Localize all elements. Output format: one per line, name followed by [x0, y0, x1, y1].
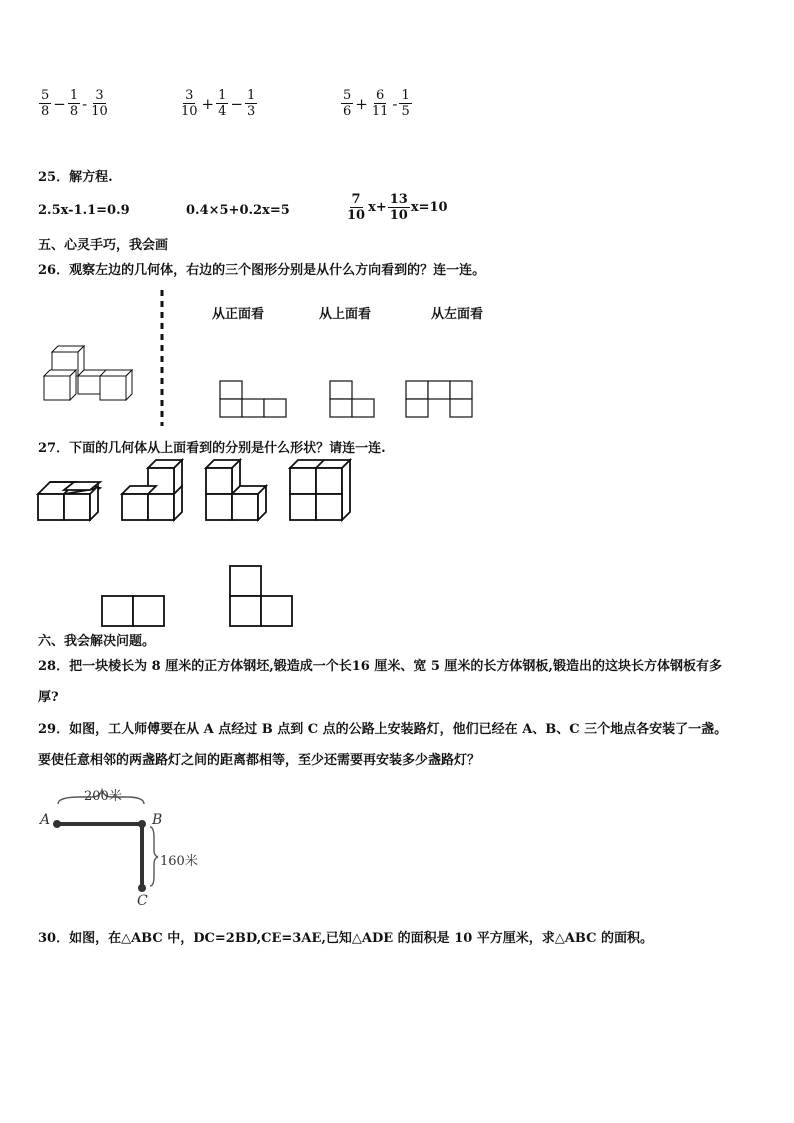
q25-title: 25．解方程.	[38, 170, 113, 185]
solid-3	[206, 460, 266, 520]
solid-2	[122, 460, 182, 520]
point-c-dot	[138, 884, 146, 892]
distance-label-ab: 200米	[84, 789, 122, 804]
q29-line-1: 29．如图，工人师傅要在从 A 点经过 B 点到 C 点的公路上安装路灯，他们已经在 A、B、C 三个地点各安装了一盏。	[38, 722, 728, 737]
view-label-left: 从左面看	[431, 307, 484, 322]
q28-line-2: 厚?	[38, 690, 59, 705]
view-shape-3	[406, 381, 472, 417]
section-five-heading: 五、心灵手巧，我会画	[38, 238, 169, 253]
expression-2: $\frac{3}{10}$ + $\frac{1}{4}$ − $\frac{1}{3}$	[181, 88, 256, 119]
equation-2: 0.4×5+0.2x=5	[186, 203, 290, 218]
view-label-front: 从正面看	[212, 307, 265, 322]
solid-4	[290, 460, 350, 520]
distance-label-bc: 160米	[160, 854, 198, 869]
view-shape-2	[330, 381, 374, 417]
point-a-label: A	[40, 812, 51, 828]
section-six-heading: 六、我会解决问题。	[38, 634, 156, 649]
point-c-label: C	[137, 893, 148, 909]
view-shape-1	[220, 381, 286, 417]
view-label-top: 从上面看	[319, 307, 372, 322]
point-a-dot	[53, 820, 61, 828]
expression-1: $\frac{5}{8}$ − $\frac{1}{8}$ - $\frac{3}{10}$	[41, 88, 108, 119]
side-brace	[150, 827, 158, 886]
solid-1	[38, 482, 100, 520]
expression-3: $\frac{5}{6}$ + $\frac{6}{11}$ - $\frac{1}{5}$	[343, 88, 410, 119]
point-b-dot	[138, 820, 146, 828]
q27-title: 27．下面的几何体从上面看到的分别是什么形状？请连一连.	[38, 441, 386, 456]
q26-title: 26．观察左边的几何体，右边的三个图形分别是从什么方向看到的？连一连。	[38, 263, 486, 278]
equation-1: 2.5x-1.1=0.9	[38, 203, 130, 218]
q30-text: 30．如图，在△ABC 中，DC=2BD,CE=3AE,已知△ADE 的面积是 10 平方厘米，求△ABC 的面积。	[38, 931, 653, 946]
equation-3: $\frac{7}{10}$ x+ $\frac{13}{10}$ x=10	[347, 192, 448, 223]
q29-line-2: 要使任意相邻的两盏路灯之间的距离都相等，至少还需要再安装多少盏路灯？	[38, 753, 481, 768]
top-view-shape-1	[102, 596, 164, 626]
top-view-shape-2	[230, 566, 292, 626]
cube-solid	[44, 346, 132, 400]
q28-line-1: 28．把一块棱长为 8 厘米的正方体钢坯,锻造成一个长16 厘米、宽 5 厘米的长方体钢板,锻造出的这块长方体钢板有多	[38, 659, 722, 674]
point-b-label: B	[152, 812, 163, 828]
